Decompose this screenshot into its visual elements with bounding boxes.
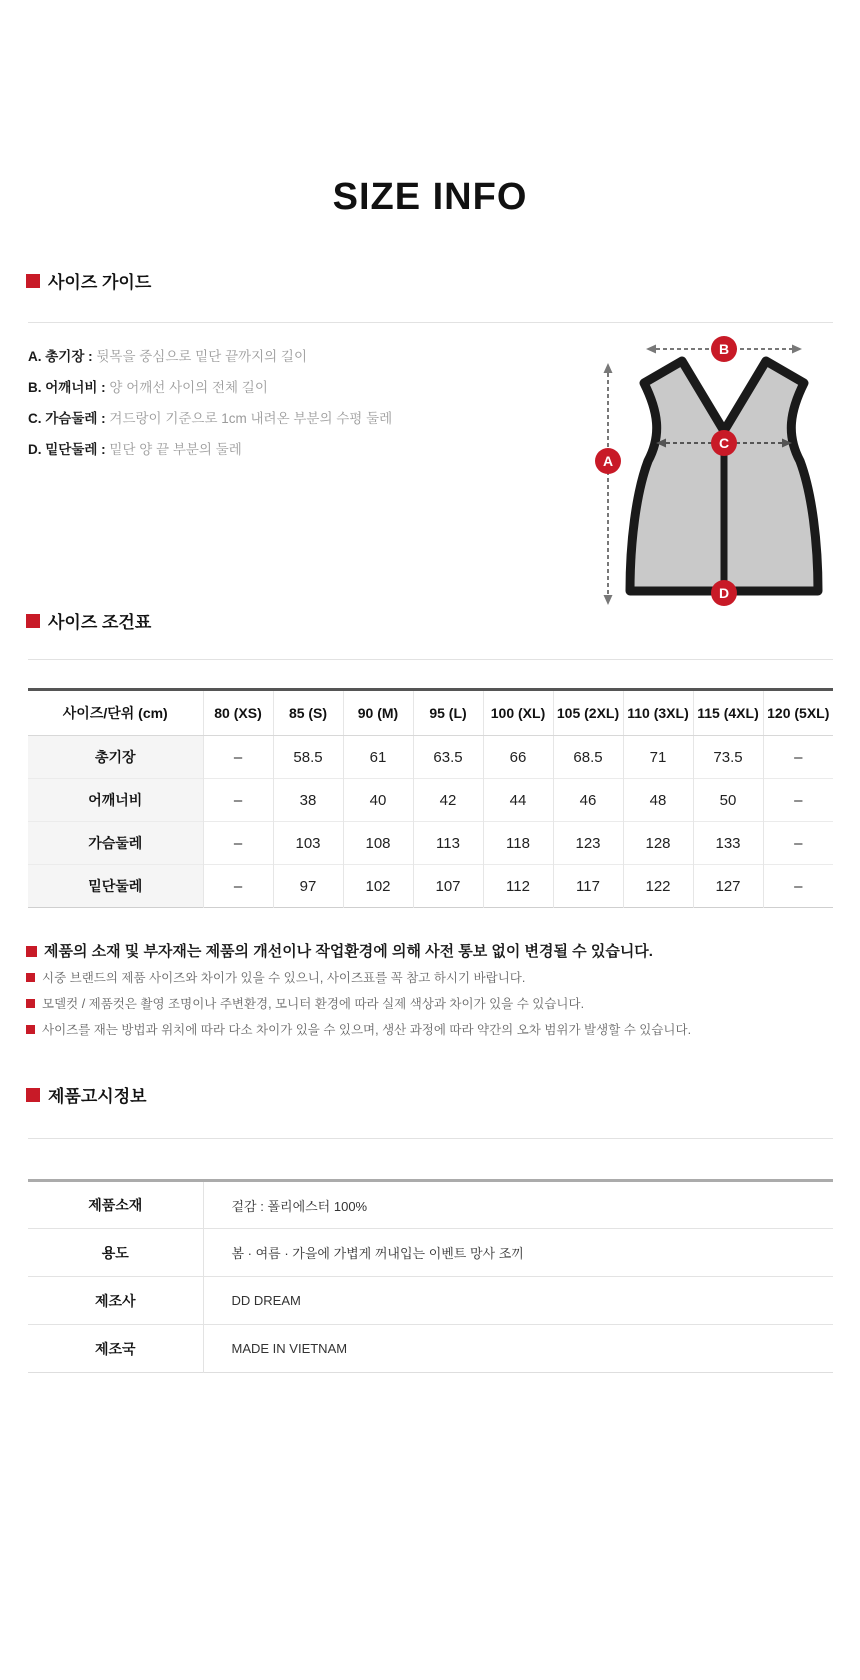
size-col-header: 110 (3XL) xyxy=(623,690,693,736)
size-row-label: 총기장 xyxy=(28,736,203,779)
vest-measurement-diagram xyxy=(592,333,852,618)
size-cell: 103 xyxy=(273,822,343,865)
product-info-label: 제품소재 xyxy=(28,1181,203,1229)
size-guide-list xyxy=(28,341,548,465)
product-info-value: 봄 · 여름 · 가을에 가볍게 꺼내입는 이벤트 망사 조끼 xyxy=(203,1229,833,1277)
size-table-row xyxy=(28,865,833,908)
svg-text:C: C xyxy=(718,435,730,451)
size-cell: 66 xyxy=(483,736,553,779)
product-info-row xyxy=(28,1181,833,1229)
guide-item-desc: 뒷목을 중심으로 밑단 끝까지의 길이 xyxy=(96,349,307,364)
size-table-body xyxy=(28,736,833,908)
size-cell: 117 xyxy=(553,865,623,908)
svg-text:B: B xyxy=(718,341,730,357)
size-cell: 118 xyxy=(483,822,553,865)
notice-item xyxy=(26,991,836,1017)
guide-item-desc: 양 어깨선 사이의 전체 길이 xyxy=(109,380,268,395)
product-info-value: DD DREAM xyxy=(203,1277,833,1325)
size-cell: 113 xyxy=(413,822,483,865)
guide-item xyxy=(28,341,548,372)
size-cell: 58.5 xyxy=(273,736,343,779)
divider xyxy=(28,1138,833,1139)
size-cell: 97 xyxy=(273,865,343,908)
size-cell: – xyxy=(203,779,273,822)
notice-item xyxy=(26,1017,836,1043)
size-col-header: 80 (XS) xyxy=(203,690,273,736)
size-cell: 48 xyxy=(623,779,693,822)
size-cell: 108 xyxy=(343,822,413,865)
guide-item xyxy=(28,403,548,434)
size-col-header: 115 (4XL) xyxy=(693,690,763,736)
product-info-table xyxy=(28,1179,833,1373)
size-table-container xyxy=(28,688,833,908)
guide-item xyxy=(28,372,548,403)
guide-item xyxy=(28,434,548,465)
badge-b xyxy=(711,336,737,362)
size-col-header: 90 (M) xyxy=(343,690,413,736)
size-cell: 122 xyxy=(623,865,693,908)
size-cell: – xyxy=(763,736,833,779)
size-cell: 71 xyxy=(623,736,693,779)
product-info-row xyxy=(28,1325,833,1373)
vest-diagram-svg xyxy=(592,333,852,618)
red-square-icon xyxy=(26,1025,35,1034)
red-square-icon xyxy=(26,999,35,1008)
page-title: SIZE INFO xyxy=(332,176,528,218)
size-cell: 50 xyxy=(693,779,763,822)
section-header-size-table xyxy=(26,608,151,633)
guide-item-label: A. 총기장 : xyxy=(28,349,97,364)
product-info-row xyxy=(28,1229,833,1277)
section-header-size-guide xyxy=(26,268,151,293)
size-col-header: 105 (2XL) xyxy=(553,690,623,736)
size-cell: 133 xyxy=(693,822,763,865)
size-cell: 123 xyxy=(553,822,623,865)
size-col-header: 120 (5XL) xyxy=(763,690,833,736)
notice-text: 사이즈를 재는 방법과 위치에 따라 다소 차이가 있을 수 있으며, 생산 과정에 따라 약간의 오차 범위가 발생할 수 있습니다. xyxy=(42,1023,692,1037)
size-table xyxy=(28,688,833,908)
badge-d xyxy=(711,580,737,606)
notice-item xyxy=(26,938,836,965)
red-square-icon xyxy=(26,946,37,957)
size-col-header-label: 사이즈/단위 (cm) xyxy=(28,690,203,736)
notice-text: 시중 브랜드의 제품 사이즈와 차이가 있을 수 있으니, 사이즈표를 꼭 참고 하시기 바랍니다. xyxy=(42,971,526,985)
size-cell: 102 xyxy=(343,865,413,908)
size-cell: 44 xyxy=(483,779,553,822)
red-square-icon xyxy=(26,973,35,982)
product-info-value: 겉감 : 폴리에스터 100% xyxy=(231,1198,368,1214)
size-cell: 73.5 xyxy=(693,736,763,779)
size-cell: 63.5 xyxy=(413,736,483,779)
size-cell: 61 xyxy=(343,736,413,779)
size-cell: – xyxy=(763,865,833,908)
notice-text: 모델컷 / 제품컷은 촬영 조명이나 주변환경, 모니터 환경에 따라 실제 색상과 차이가 있을 수 있습니다. xyxy=(42,997,585,1011)
product-info-value: MADE IN VIETNAM xyxy=(203,1325,833,1373)
red-square-icon xyxy=(26,1088,40,1102)
size-cell: 40 xyxy=(343,779,413,822)
section-title: 제품고시정보 xyxy=(48,1087,147,1106)
size-cell: – xyxy=(763,779,833,822)
svg-text:A: A xyxy=(602,453,614,469)
size-cell: – xyxy=(763,822,833,865)
size-table-row xyxy=(28,822,833,865)
red-square-icon xyxy=(26,614,40,628)
size-table-row xyxy=(28,736,833,779)
notice-list xyxy=(26,938,836,1043)
size-cell: 127 xyxy=(693,865,763,908)
size-cell: 128 xyxy=(623,822,693,865)
product-info-row xyxy=(28,1277,833,1325)
size-cell: 46 xyxy=(553,779,623,822)
size-cell: 38 xyxy=(273,779,343,822)
section-title: 사이즈 가이드 xyxy=(48,273,152,292)
size-cell: 42 xyxy=(413,779,483,822)
product-info-table-body xyxy=(28,1181,833,1373)
size-cell: 107 xyxy=(413,865,483,908)
size-cell: 112 xyxy=(483,865,553,908)
guide-item-desc: 밑단 양 끝 부분의 둘레 xyxy=(109,442,242,457)
section-title: 사이즈 조건표 xyxy=(48,613,152,632)
red-square-icon xyxy=(26,274,40,288)
size-table-row xyxy=(28,779,833,822)
size-col-header: 100 (XL) xyxy=(483,690,553,736)
product-info-label: 제조국 xyxy=(28,1325,203,1373)
section-header-product-info xyxy=(26,1082,147,1107)
badge-c xyxy=(711,430,737,456)
svg-text:D: D xyxy=(718,585,730,601)
divider xyxy=(28,322,833,323)
guide-item-label: C. 가슴둘레 : xyxy=(28,411,110,426)
size-cell: 68.5 xyxy=(553,736,623,779)
size-cell: – xyxy=(203,822,273,865)
size-row-label: 어깨너비 xyxy=(28,779,203,822)
divider xyxy=(28,659,833,660)
product-info-label: 제조사 xyxy=(28,1277,203,1325)
size-table-header-row xyxy=(28,690,833,736)
guide-item-label: B. 어깨너비 : xyxy=(28,380,110,395)
notice-item xyxy=(26,965,836,991)
product-info-table-container xyxy=(28,1179,833,1373)
notice-text: 제품의 소재 및 부자재는 제품의 개선이나 작업환경에 의해 사전 통보 없이 변경될 수 있습니다. xyxy=(44,943,653,960)
size-row-label: 밑단둘레 xyxy=(28,865,203,908)
size-row-label: 가슴둘레 xyxy=(28,822,203,865)
badge-a xyxy=(595,448,621,474)
size-cell: – xyxy=(203,736,273,779)
size-col-header: 85 (S) xyxy=(273,690,343,736)
size-table-head xyxy=(28,690,833,736)
product-info-label: 용도 xyxy=(28,1229,203,1277)
guide-item-desc: 겨드랑이 기준으로 1cm 내려온 부분의 수평 둘레 xyxy=(109,411,393,426)
arrow-a xyxy=(604,363,613,605)
size-col-header: 95 (L) xyxy=(413,690,483,736)
size-cell: – xyxy=(203,865,273,908)
guide-item-label: D. 밑단둘레 : xyxy=(28,442,110,457)
